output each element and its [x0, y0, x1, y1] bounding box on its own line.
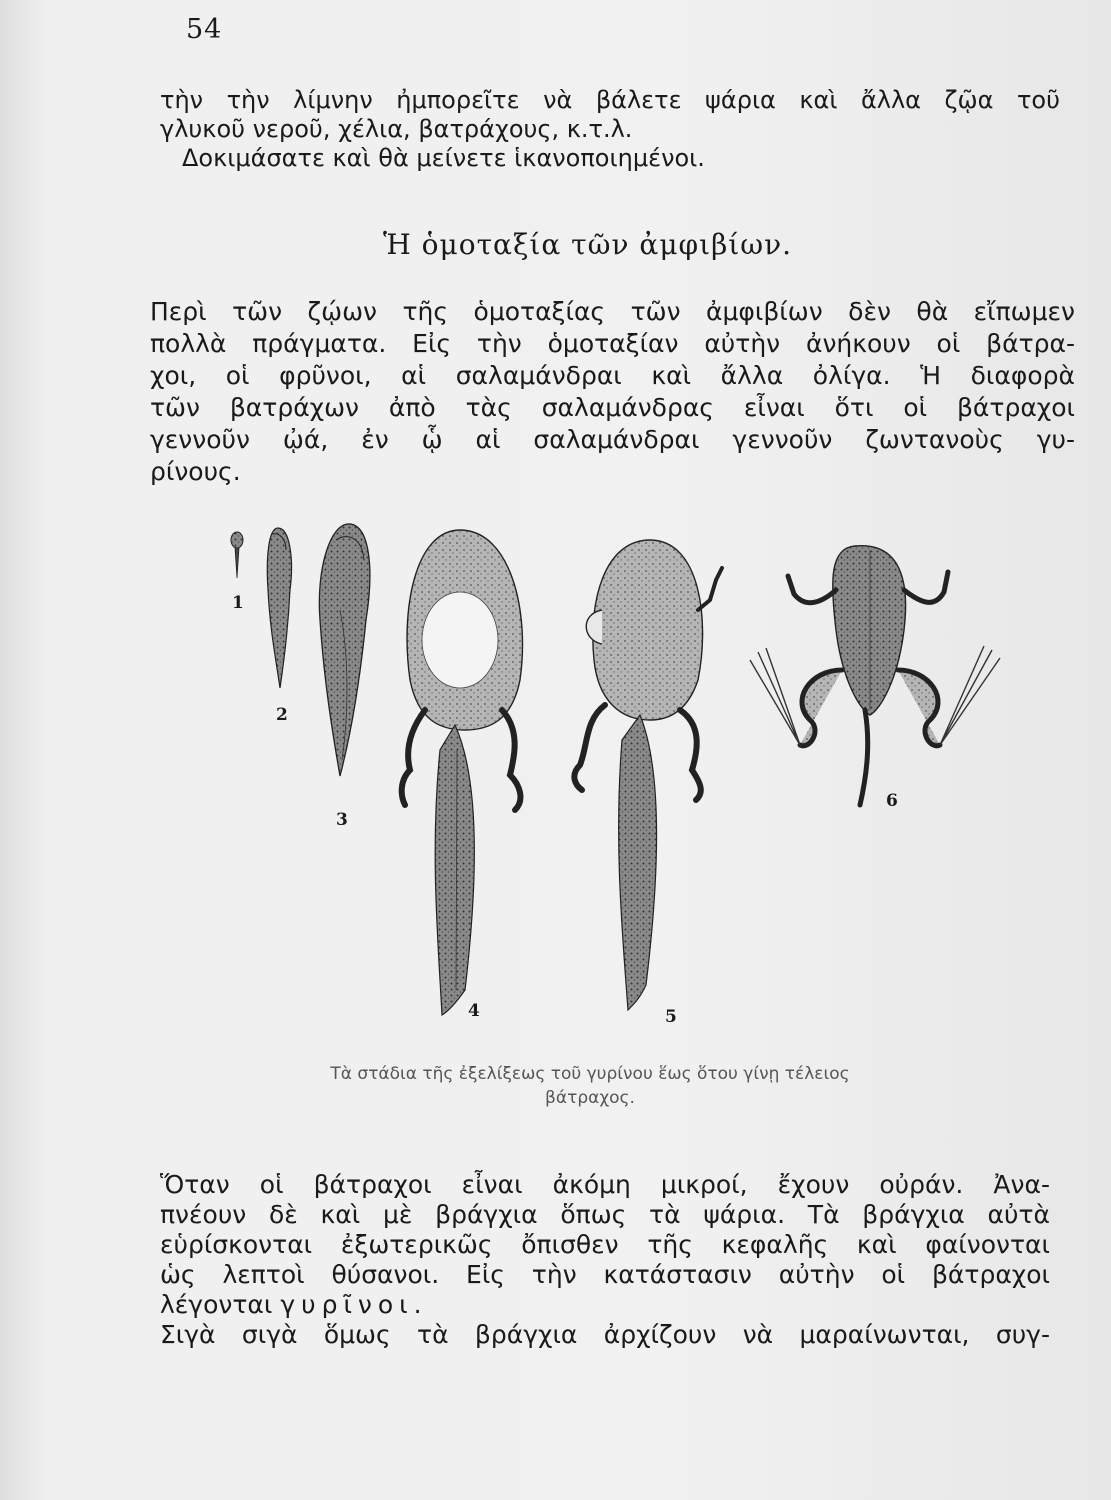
text-line: γλυκοῦ νεροῦ, χέλια, βατράχους, κ.τ.λ. — [160, 115, 633, 143]
text-line: ρίνους. — [150, 457, 241, 486]
text-line: Δοκιμάσατε καὶ θὰ μείνετε ἱκανοποιημένοι. — [182, 144, 705, 172]
stage-5-tadpole-four-legs — [574, 540, 722, 1010]
caption-line: Τὰ στάδια τῆς ἐξελίξεως τοῦ γυρίνου ἕως ὅτου γίνῃ τέλειος — [330, 1064, 850, 1084]
text-line: τὴν τὴν λίμνην ἠμπορεῖτε νὰ βάλετε ψάρια καὶ ἄλλα ζῷα τοῦ — [160, 86, 1060, 114]
text-line: χοι, οἱ φρῦνοι, αἱ σαλαμάνδραι καὶ ἄλλα ὀλίγα. Ἡ διαφορὰ — [150, 361, 1075, 390]
text-line: πολλὰ πράγματα. Εἰς τὴν ὁμοταξίαν αὐτὴν ἀνήκουν οἱ βάτρα- — [150, 329, 1075, 358]
section-heading: Ἡ ὁμοταξία τῶν ἀμφιβίων. — [382, 228, 793, 261]
tadpole-paragraph — [160, 1170, 1050, 1350]
stage-4-tadpole-hind-legs — [402, 530, 523, 1015]
text-line: τῶν βατράχων ἀπὸ τὰς σαλαμάνδρας εἶναι ὅτι οἱ βάτραχοι — [150, 393, 1075, 422]
text-line: Περὶ τῶν ζῴων τῆς ὁμοταξίας τῶν ἀμφιβίων δὲν θὰ εἴπωμεν — [150, 297, 1075, 326]
text-line: Ὅταν οἱ βάτραχοι εἶναι ἀκόμη μικροί, ἔχουν οὐράν. Ἀνα- — [160, 1170, 1050, 1199]
figure-caption — [200, 1062, 980, 1110]
stage-1-embryo — [231, 532, 243, 578]
stage-3-tadpole — [319, 524, 370, 776]
amphibians-paragraph — [150, 296, 1075, 488]
stage-label-6: 6 — [886, 791, 898, 811]
intro-paragraph — [160, 86, 1060, 173]
text-line: ὡς λεπτοὶ θύσανοι. Εἰς τὴν κατάστασιν αὐτὴν οἱ βάτραχοι — [160, 1260, 1050, 1289]
stage-label-1: 1 — [232, 593, 244, 613]
tadpole-stages-illustration — [210, 520, 1030, 1040]
stage-label-5: 5 — [665, 1007, 677, 1027]
emphasized-term: γυρῖνοι. — [280, 1290, 428, 1319]
text-line: πνέουν δὲ καὶ μὲ βράγχια ὅπως τὰ ψάρια. Τὰ βράγχια αὐτὰ — [160, 1200, 1050, 1229]
text-line: εὑρίσκονται ἐξωτερικῶς ὄπισθεν τῆς κεφαλῆς καὶ φαίνονται — [160, 1230, 1050, 1259]
stage-label-2: 2 — [276, 705, 288, 725]
text-line: γεννοῦν ᾠά, ἐν ᾧ αἱ σαλαμάνδραι γεννοῦν ζωντανοὺς γυ- — [150, 425, 1075, 454]
text-line: Σιγὰ σιγὰ ὅμως τὰ βράγχια ἀρχίζουν νὰ μαραίνωνται, συγ- — [160, 1320, 1050, 1349]
page-number: 54 — [186, 14, 223, 45]
stage-2-tadpole — [267, 528, 291, 688]
text-fragment: λέγονται — [160, 1290, 273, 1319]
caption-line: βάτραχος. — [545, 1088, 635, 1108]
stage-label-4: 4 — [468, 1001, 480, 1021]
stage-label-3: 3 — [336, 810, 348, 830]
text-line — [160, 1290, 1050, 1320]
stage-6-young-frog — [750, 546, 1000, 805]
tadpole-stages-figure — [210, 520, 1030, 1040]
